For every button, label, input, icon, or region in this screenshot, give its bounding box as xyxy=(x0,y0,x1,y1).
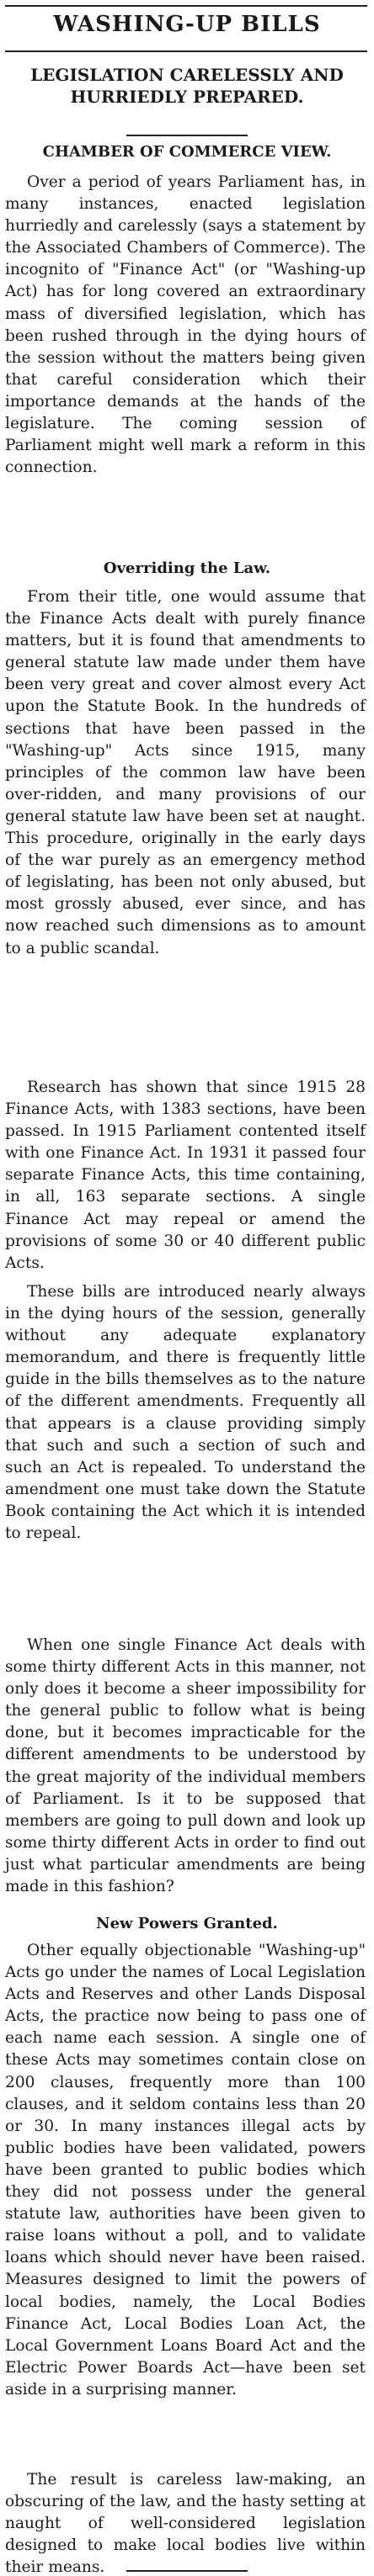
headline: WASHING-UP BILLS xyxy=(53,12,321,37)
top-rule xyxy=(5,5,367,7)
subheadline: LEGISLATION CARELESSLY AND HURRIEDLY PREPARED. xyxy=(30,65,344,107)
paragraph-1: Over a period of years Parliament has, in many instances, enacted legislation hurriedly and carelessly (says a statement by the Associated Chambers of Commerce). The incognito of "Finance Act" (or "Washing-up Act) has for long covered an extraordinary mass of diversified legislation, which has been rushed through in the dying hours of the session without the matters being given that careful consideration which their importance demands at the hands of the legislature. The coming session of Parliament might well mark a reform in this connection. xyxy=(5,173,366,477)
headline-rule xyxy=(5,50,367,52)
paragraph-2: From their title, one would assume that the Finance Acts dealt with purely finance matters, but it is found that amendments to general statute law made under them have been very great and cover almost every Act upon the Statute Book. In the hundreds of sections that have been passed in the "Washing-up" Acts since 1915, many principles of the common law have been over-ridden, and many provisions of our general statute law have been set at naught. This procedure, originally in the early days of the war purely as an emergency method of legislating, has been not only abused, but most grossly abused, ever since, and has now reached such dimensions as to amount to a public scandal. xyxy=(5,588,366,957)
paragraph-5: When one single Finance Act deals with some thirty different Acts in this manner, not only does it become a sheer impossibility for the general public to follow what is being done, but it becomes impracticable for the different amendments to be understood by the great majority of the individual members of Parliament. Is it to be supposed that members are going to pull down and look up some thirty different Acts in order to find out just what particular amendments are being made in this fashion? xyxy=(5,1636,366,1896)
kicker: CHAMBER OF COMMERCE VIEW. xyxy=(42,143,332,161)
subhead-overriding-law: Overriding the Law. xyxy=(103,559,271,577)
paragraph-7: The result is careless law-making, an obscuring of the law, and the hasty setting at naught of well-considered legislation designed to make local bodies live within their means. xyxy=(5,2471,366,2576)
paragraph-6: Other equally objectionable "Washing-up" Acts go under the names of Local Legislation Acts and Reserves and other Lands Disposal Acts, the practice now being to pass one of each name each session. A single one of these Acts may sometimes contain close on 200 clauses, frequently more than 100 clauses, and it seldom contains less than 20 or 30. In many instances illegal acts by public bodies have been validated, powers have been granted to public bodies which they did not possess under the general statute law, authorities have been given to raise loans without a poll, and to validate loans which should never have been raised. Measures designed to limit the powers of local bodies, namely, the Local Bodies Finance Act, Local Bodies Loan Act, the Local Government Loans Board Act and the Electric Power Boards Act—have been set aside in a surprising manner. xyxy=(5,1942,366,2398)
bottom-rule xyxy=(126,2570,248,2572)
subheadline-rule xyxy=(126,135,248,136)
paragraph-4: These bills are introduced nearly always in the dying hours of the session, generally without any adequate explanatory memorandum, and there is frequently little guide in the bills themselves as to the nature of the different amendments. Frequently all that appears is a clause providing simply that such and such a section of such and such an Act is repealed. To understand the amendment one must take down the Statute Book containing the Act which it is intended to repeal. xyxy=(5,1283,366,1543)
subhead-new-powers: New Powers Granted. xyxy=(96,1915,278,1932)
paragraph-3: Research has shown that since 1915 28 Finance Acts, with 1383 sections, have been passed. In 1915 Parliament contented itself with one Finance Act. In 1931 it passed four separate Finance Acts, this time containing, in all, 163 separate sections. A single Finance Act may repeal or amend the provisions of some 30 or 40 different public Acts. xyxy=(5,1079,366,1272)
